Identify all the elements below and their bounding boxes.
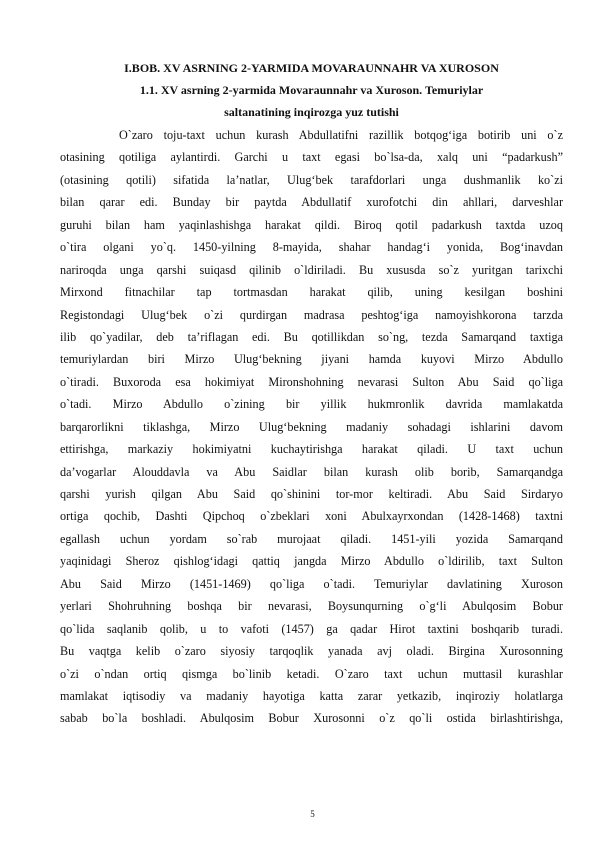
paragraph-line: O`zaro toju-taxt uchun kurash Abdullatifni razillik botqog‘iga botirib uni o`z — [119, 128, 563, 142]
paragraph-line: bilan qarar edi. Bunday bir paytda Abdullatif xurofotchi din ahllari, darveshlar — [60, 195, 563, 210]
paragraph-line: Bu vaqtga kelib o`zaro siyosiy tarqoqlik yanada avj oladi. Birgina Xurosonning — [60, 644, 563, 659]
paragraph-line: (otasining qotili) sifatida la’natlar, Ulug‘bek tarafdorlari unga dushmanlik ko`zi — [60, 172, 563, 187]
paragraph-line: temuriylardan biri Mirzo Ulug‘bekning jiyani hamda kuyovi Mirzo Abdullo — [60, 352, 563, 367]
paragraph-line: otasining qotiliga aylantirdi. Garchi u taxt egasi bo`lsa-da, xalq uni “padarkush” — [60, 150, 563, 165]
paragraph-line: ilib qo`yadilar, deb ta’riflagan edi. Bu qotillikdan so`ng, tezda Samarqand taxtiga — [60, 329, 563, 344]
paragraph-line: Abu Said Mirzo (1451-1469) qo`liga o`tadi. Temuriylar davlatining Xuroson — [60, 576, 563, 591]
chapter-title: I.BOB. XV ASRNING 2-YARMIDA MOVARAUNNAHR VA XUROSON — [124, 61, 499, 75]
paragraph-line: o`tiradi. Buxoroda esa hokimiyat Mironshohning nevarasi Sulton Abu Said qo`liga — [60, 374, 563, 389]
page-number: 5 — [310, 809, 315, 819]
paragraph-line: egallash uchun yordam so`rab murojaat qiladi. 1451-yili yozida Samarqand — [60, 531, 563, 546]
paragraph-line: o`zi o`ndan ortiq qismga bo`linib ketadi. O`zaro taxt uchun muttasil kurashlar — [60, 666, 563, 681]
paragraph-line: Mirxond fitnachilar tap tortmasdan harakat qilib, uning kesilgan boshini — [60, 285, 563, 300]
paragraph-line: yerlari Shohruhning boshqa bir nevarasi, Boysunqurning o`g‘li Abulqosim Bobur — [60, 599, 563, 614]
paragraph-line: o`tadi. Mirzo Abdullo o`zining bir yillik hukmronlik davrida mamlakatda — [60, 397, 563, 412]
paragraph-line: o`tira olgani yo`q. 1450-yilning 8-mayida, shahar handag‘i yonida, Bog‘inavdan — [60, 240, 563, 255]
paragraph-line: yaqinidagi Sheroz qishlog‘idagi qattiq jangda Mirzo Abdullo o`ldirilib, taxt Sulton — [60, 554, 563, 569]
paragraph-line: barqarorlikni tiklashga, Mirzo Ulug‘bekning madaniy sohadagi ishlarini davom — [60, 419, 563, 434]
heading-block — [60, 57, 563, 123]
paragraph-line: mamlakat iqtisodiy va madaniy hayotiga katta zarar yetkazib, inqiroziy holatlarga — [60, 688, 563, 703]
section-title-line-2: saltanatining inqirozga yuz tutishi — [224, 105, 399, 119]
paragraph-line: qarshi yurish qilgan Abu Said qo`shinini tor-mor keltiradi. Abu Said Sirdaryo — [60, 487, 563, 501]
paragraph-line: sabab bo`la boshladi. Abulqosim Bobur Xurosonni o`z qo`li ostida birlashtirishga, — [60, 711, 563, 726]
body-paragraph — [60, 124, 563, 730]
paragraph-line: qo`lida saqlanib qolib, u to vafoti (1457) ga qadar Hirot taxtini boshqarib turadi. — [60, 621, 563, 636]
paragraph-line: da’vogarlar Alouddavla va Abu Saidlar bilan kurash olib borib, Samarqandga — [60, 464, 563, 479]
paragraph-line: nariroqda unga qarshi suiqasd qilinib o`ldiriladi. Bu xususda so`z yuritgan tarixchi — [60, 262, 563, 277]
paragraph-line: Registondagi Ulug‘bek o`zi qurdirgan madrasa peshtog‘iga namoyishkorona tarzda — [60, 307, 563, 322]
paragraph-line: guruhi bilan ham yaqinlashishga harakat qildi. Biroq qotil padarkush taxtda uzoq — [60, 217, 563, 232]
paragraph-line: ortiga qochib, Dashti Qipchoq o`zbeklari xoni Abulxayrxondan (1428-1468) taxtni — [60, 509, 563, 524]
paragraph-line: ettirishga, markaziy hokimiyatni kuchaytirishga harakat qiladi. U taxt uchun — [60, 442, 563, 457]
section-title-line-1: 1.1. XV asrning 2-yarmida Movaraunnahr va Xuroson. Temuriylar — [139, 83, 484, 97]
